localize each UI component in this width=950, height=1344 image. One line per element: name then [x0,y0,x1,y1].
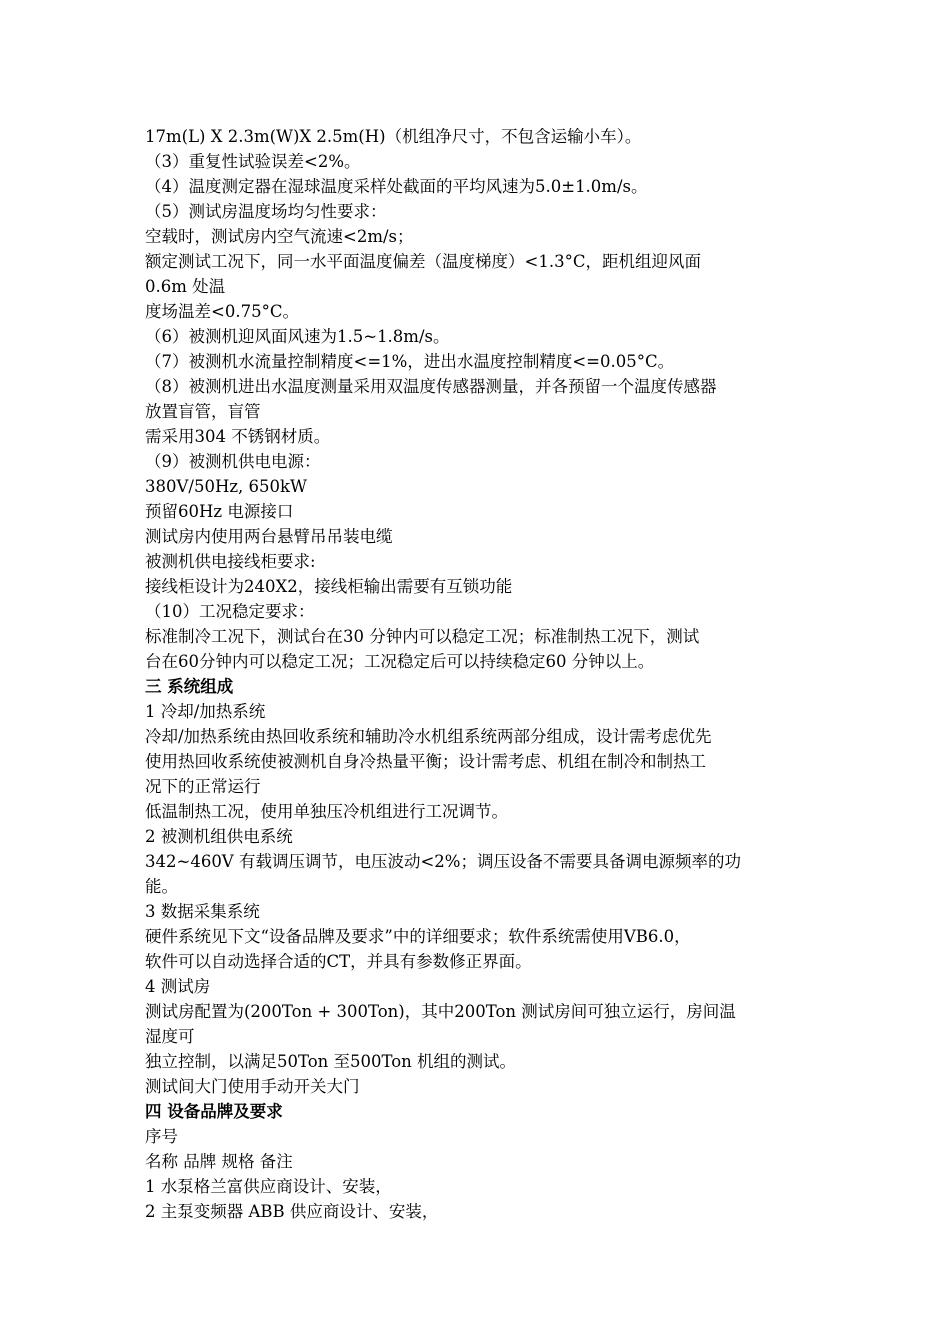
text-line: （9）被测机供电电源： [145,452,321,471]
text-line: 380V/50Hz, 650kW [145,477,307,496]
text-line: （10）工况稳定要求： [145,602,315,621]
text-line: （3）重复性试验误差<2%。 [145,152,361,171]
text-line: 独立控制，以满足50Ton 至500Ton 机组的测试。 [145,1052,517,1071]
text-line: 1 冷却/加热系统 [145,702,266,721]
text-line: 0.6m 处温 [145,277,226,296]
text-line: 2 被测机组供电系统 [145,827,293,846]
document-body [145,124,825,1224]
text-line: 测试房内使用两台悬臂吊吊装电缆 [145,527,393,546]
text-line: 空载时，测试房内空气流速<2m/s； [145,227,414,246]
text-line: 低温制热工况，使用单独压冷机组进行工况调节。 [145,802,508,821]
text-line: （8）被测机进出水温度测量采用双温度传感器测量，并各预留一个温度传感器 [145,377,717,396]
text-line: 17m(L) X 2.3m(W)X 2.5m(H)（机组净尺寸，不包含运输小车）。 [145,127,642,146]
text-line: （6）被测机迎风面风速为1.5~1.8m/s。 [145,327,450,346]
text-line: 台在60分钟内可以稳定工况；工况稳定后可以持续稳定60 分钟以上。 [145,652,655,671]
text-line: （5）测试房温度场均匀性要求： [145,202,387,221]
text-line: 3 数据采集系统 [145,902,260,921]
text-line: 软件可以自动选择合适的CT，并具有参数修正界面。 [145,952,532,971]
text-line: 预留60Hz 电源接口 [145,502,294,521]
text-line: （4）温度测定器在湿球温度采样处截面的平均风速为5.0±1.0m/s。 [145,177,648,196]
text-line: 测试房配置为(200Ton + 300Ton)，其中200Ton 测试房间可独立运行，房间温 [145,1002,736,1021]
text-line: 度场温差<0.75°C。 [145,302,299,321]
document-page [145,124,825,1224]
text-line: 1 水泵格兰富供应商设计、安装， [145,1177,392,1196]
text-line: 冷却/加热系统由热回收系统和辅助冷水机组系统两部分组成，设计需考虑优先 [145,727,712,746]
text-line: 序号 [145,1127,178,1146]
text-line: 额定测试工况下，同一水平面温度偏差（温度梯度）<1.3°C，距机组迎风面 [145,252,701,271]
section-heading: 四 设备品牌及要求 [145,1102,283,1121]
text-line: 接线柜设计为240X2，接线柜输出需要有互锁功能 [145,577,513,596]
text-line: （7）被测机水流量控制精度<=1%，进出水温度控制精度<=0.05°C。 [145,352,675,371]
text-line: 湿度可 [145,1027,195,1046]
section-heading: 三 系统组成 [145,677,234,696]
text-line: 标准制冷工况下，测试台在30 分钟内可以稳定工况；标准制热工况下，测试 [145,627,700,646]
text-line: 使用热回收系统使被测机自身冷热量平衡；设计需考虑、机组在制冷和制热工 [145,752,706,771]
text-line: 况下的正常运行 [145,777,261,796]
text-line: 342~460V 有载调压调节，电压波动<2%；调压设备不需要具备调电源频率的功 [145,852,741,871]
text-line: 2 主泵变频器 ABB 供应商设计、安装， [145,1202,439,1221]
text-line: 能。 [145,877,178,896]
text-line: 硬件系统见下文“设备品牌及要求”中的详细要求；软件系统需使用VB6.0， [145,927,691,946]
text-line: 4 测试房 [145,977,211,996]
text-line: 需采用304 不锈钢材质。 [145,427,331,446]
text-line: 被测机供电接线柜要求: [145,552,316,571]
text-line: 测试间大门使用手动开关大门 [145,1077,360,1096]
text-line: 名称 品牌 规格 备注 [145,1152,293,1171]
text-line: 放置盲管，盲管 [145,402,261,421]
